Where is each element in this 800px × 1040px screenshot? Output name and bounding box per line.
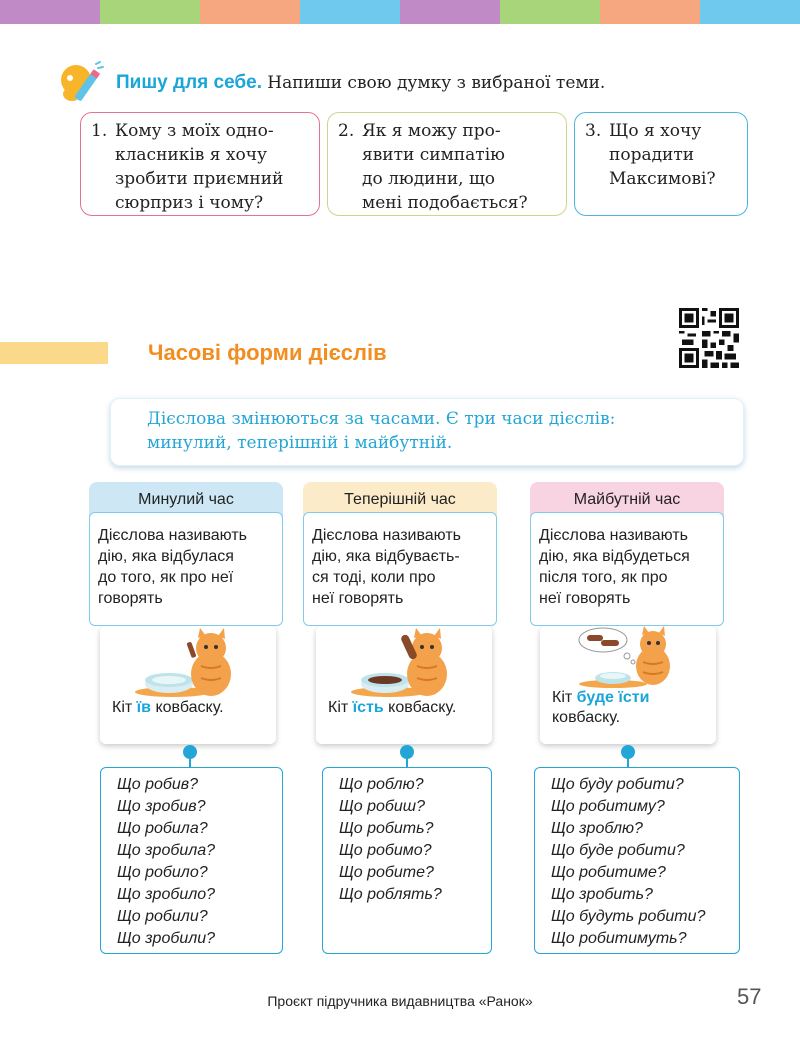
question-box-2 bbox=[327, 112, 567, 216]
example-text: ковбаску. bbox=[383, 699, 457, 716]
question-item: Що буду робити? bbox=[551, 776, 684, 793]
future-tense-header: Майбутній час bbox=[530, 482, 724, 520]
question-item: Що буде робити? bbox=[551, 842, 685, 859]
question-item: Що робила? bbox=[117, 820, 208, 837]
question-line: Кому з моїх одно- bbox=[115, 121, 274, 141]
definition-line: Дієслова називають bbox=[98, 527, 247, 544]
rule-line: Дієслова змінюються за часами. Є три часи дієслів: bbox=[147, 409, 616, 429]
definition-line: неї говорять bbox=[312, 590, 404, 607]
question-item: Що робимо? bbox=[339, 842, 432, 859]
definition-line: неї говорять bbox=[539, 590, 631, 607]
footer-publisher: Проєкт підручника видавництва «Ранок» bbox=[267, 993, 533, 1009]
question-line: Як я можу про- bbox=[362, 121, 501, 141]
write-for-self-line bbox=[116, 72, 605, 94]
example-text: ковбаску. bbox=[151, 699, 224, 716]
definition-line: дію, яка відбулася bbox=[98, 548, 234, 565]
example-text: Кіт bbox=[112, 699, 137, 716]
present-tense-example-card bbox=[316, 626, 492, 744]
present-tense-questions bbox=[322, 767, 492, 954]
cat-dreaming-illustration bbox=[573, 626, 683, 688]
question-item: Що робитиму? bbox=[551, 798, 665, 815]
question-item: Що роблять? bbox=[339, 886, 442, 903]
question-line: явити симпатію bbox=[362, 145, 505, 165]
definition-line: Дієслова називають bbox=[539, 527, 688, 544]
question-item: Що зробили? bbox=[117, 930, 216, 947]
past-tense-example-card bbox=[100, 626, 276, 744]
question-line: класників я хочу bbox=[115, 145, 267, 165]
example-text: Кіт bbox=[552, 689, 577, 706]
question-item: Що робив? bbox=[117, 776, 199, 793]
definition-line: до того, як про неї bbox=[98, 569, 234, 586]
write-for-self-title: Пишу для себе. bbox=[116, 72, 262, 93]
strip-segment bbox=[700, 0, 800, 24]
present-tense-example bbox=[316, 698, 492, 718]
question-item: Що робиш? bbox=[339, 798, 425, 815]
qr-code-icon[interactable] bbox=[679, 308, 739, 368]
cat-eating-illustration bbox=[349, 626, 459, 698]
definition-line: дію, яка відбуваєть- bbox=[312, 548, 460, 565]
question-item: Що зробило? bbox=[117, 886, 216, 903]
question-line: Що я хочу bbox=[609, 121, 702, 141]
past-tense-header: Минулий час bbox=[89, 482, 283, 520]
rule-box bbox=[110, 398, 744, 466]
question-item: Що зроблю? bbox=[551, 820, 643, 837]
question-line: до людини, що bbox=[362, 169, 496, 189]
past-tense-questions bbox=[100, 767, 283, 954]
question-box-1 bbox=[80, 112, 320, 216]
question-item: Що робили? bbox=[117, 908, 208, 925]
past-tense-definition bbox=[89, 512, 283, 626]
question-number: 2. bbox=[338, 121, 355, 141]
question-item: Що роблю? bbox=[339, 776, 424, 793]
example-text: Кіт bbox=[328, 699, 353, 716]
past-tense-column bbox=[89, 482, 283, 626]
definition-line: Дієслова називають bbox=[312, 527, 461, 544]
future-tense-example bbox=[540, 688, 716, 728]
example-verb: буде їсти bbox=[576, 689, 650, 706]
question-item: Що будуть робити? bbox=[551, 908, 706, 925]
question-item: Що робитиме? bbox=[551, 864, 666, 881]
rule-line: минулий, теперішній і майбутній. bbox=[147, 433, 453, 453]
question-box-3 bbox=[574, 112, 748, 216]
strip-segment bbox=[500, 0, 600, 24]
definition-line: говорять bbox=[98, 590, 163, 607]
future-tense-column bbox=[530, 482, 724, 626]
question-text bbox=[609, 119, 716, 191]
question-item: Що робитимуть? bbox=[551, 930, 687, 947]
question-line: зробити приємний bbox=[115, 169, 284, 189]
question-line: Максимові? bbox=[609, 169, 716, 189]
cat-eaten-illustration bbox=[133, 626, 243, 698]
question-item: Що робите? bbox=[339, 864, 434, 881]
strip-segment bbox=[600, 0, 700, 24]
future-tense-definition bbox=[530, 512, 724, 626]
past-tense-example bbox=[100, 698, 276, 718]
strip-segment bbox=[200, 0, 300, 24]
example-verb: їсть bbox=[352, 699, 384, 716]
question-item: Що зробила? bbox=[117, 842, 216, 859]
pencil-hand-icon bbox=[56, 58, 106, 108]
question-item: Що зробить? bbox=[551, 886, 653, 903]
page-number: 57 bbox=[737, 984, 762, 1009]
section-marker-bar bbox=[0, 342, 108, 364]
question-item: Що зробив? bbox=[117, 798, 206, 815]
question-text bbox=[115, 119, 283, 215]
strip-segment bbox=[400, 0, 500, 24]
question-text bbox=[362, 119, 528, 215]
example-text: ковбаску. bbox=[552, 709, 621, 726]
future-tense-questions bbox=[534, 767, 740, 954]
question-item: Що робило? bbox=[117, 864, 208, 881]
present-tense-header: Теперішній час bbox=[303, 482, 497, 520]
present-tense-column bbox=[303, 482, 497, 626]
question-item: Що робить? bbox=[339, 820, 434, 837]
present-tense-definition bbox=[303, 512, 497, 626]
section-title: Часові форми дієслів bbox=[148, 340, 387, 365]
strip-segment bbox=[300, 0, 400, 24]
top-color-strip bbox=[0, 0, 800, 24]
example-verb: їв bbox=[136, 699, 151, 716]
strip-segment bbox=[0, 0, 100, 24]
definition-line: дію, яка відбудеться bbox=[539, 548, 690, 565]
question-line: порадити bbox=[609, 145, 695, 165]
write-for-self-task: Напиши свою думку з вибраної теми. bbox=[267, 73, 606, 93]
question-number: 3. bbox=[585, 121, 602, 141]
question-number: 1. bbox=[91, 121, 108, 141]
definition-line: ся тоді, коли про bbox=[312, 569, 436, 586]
definition-line: після того, як про bbox=[539, 569, 668, 586]
question-line: сюрприз і чому? bbox=[115, 193, 264, 213]
future-tense-example-card bbox=[540, 626, 716, 744]
question-line: мені подобається? bbox=[362, 193, 528, 213]
strip-segment bbox=[100, 0, 200, 24]
